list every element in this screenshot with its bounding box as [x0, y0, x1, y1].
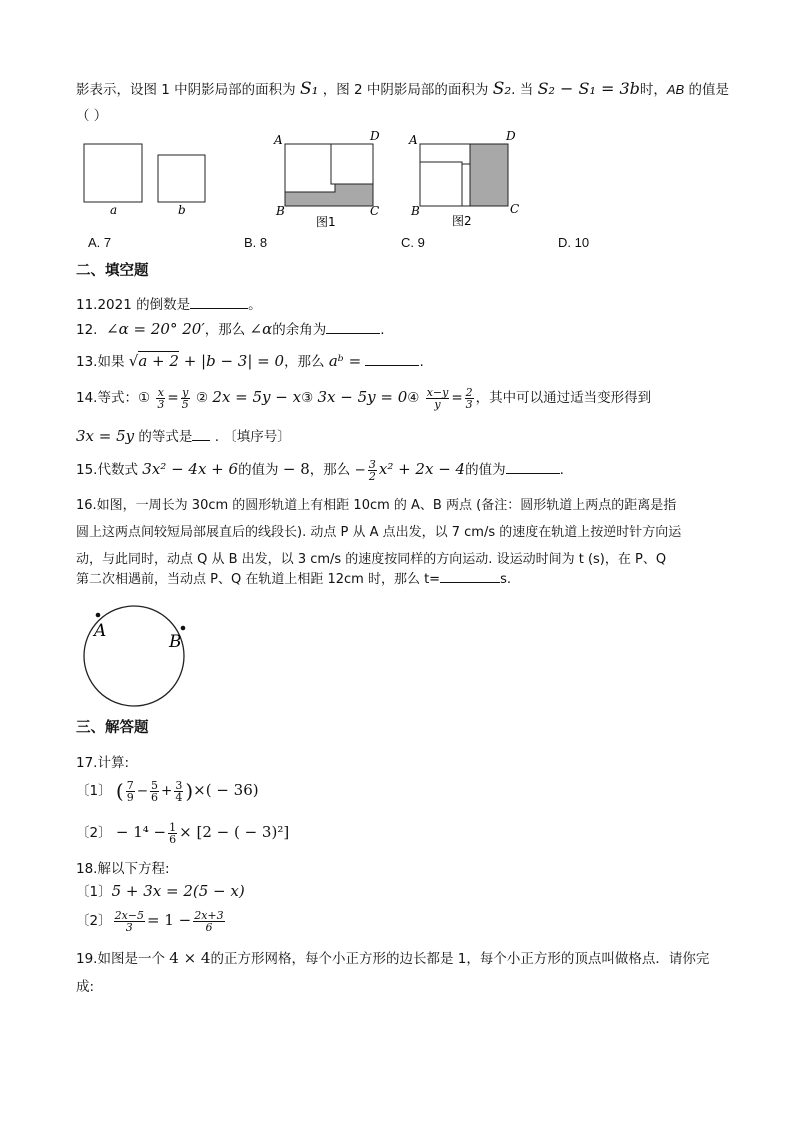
q13-text-a: 13.如果 — [76, 354, 125, 370]
q13-blank — [365, 351, 419, 366]
q17-frac-16: $\frac{1}{6}$ — [169, 820, 177, 846]
q10-figures — [78, 126, 538, 234]
q14-text-a: 14.等式： — [76, 390, 138, 406]
q18-p2-mid: = 1 − — [147, 911, 192, 929]
square-a — [84, 144, 142, 202]
q13-radicand: a + 2 — [138, 352, 179, 370]
square-b — [158, 155, 205, 202]
q14-circle-1: ① — [137, 390, 151, 406]
q10-answer-paren: （ ） — [76, 108, 108, 124]
q14-frac-23: $\frac{2}{3}$ — [465, 385, 473, 411]
q14-blank — [192, 426, 210, 441]
q17-p1-label: 〔1〕 — [76, 783, 112, 799]
q15 — [76, 458, 564, 482]
option-a: A. 7 — [88, 235, 112, 250]
q11-blank — [190, 294, 248, 309]
q15-text-c: ，那么 — [309, 462, 351, 478]
q19-expr: 4 × 4 — [169, 949, 211, 967]
fig1-label-a: A — [274, 133, 283, 147]
q14-eq3: 3x − 5y = 0 — [317, 388, 408, 406]
q17-part2 — [76, 821, 289, 845]
figure-1 — [273, 129, 380, 229]
square-b-label: b — [178, 203, 186, 217]
q14-text-b: ，其中可以通过适当变形得到 — [475, 390, 652, 406]
fig2-shaded-region — [470, 144, 508, 206]
fig1-label-c: C — [370, 204, 380, 218]
q14-frac-y5: $\frac{y}{5}$ — [181, 385, 189, 411]
q10-text-c: . 当 — [511, 82, 534, 98]
q14-line2-expr: 3x = 5y — [76, 427, 135, 445]
q10-s2: S₂ — [492, 79, 512, 99]
q16-line3: 动，与此同时，动点 Q 从 B 出发，以 3 cm/s 的速度按同样的方向运动. 设运动时间为 t (s)，在 P、Q — [76, 552, 667, 567]
fig2-label-b: B — [411, 204, 420, 218]
fig2-label-d: D — [506, 129, 516, 143]
q11-text: 11.2021 的倒数是 — [76, 297, 191, 313]
q18-part1 — [76, 880, 245, 900]
q14-line1: 14.等式：① $\frac{x}{3}$ = $\frac{y}{5}$ ② 2x = 5y − x③ 3x − 5y = 0④ $\frac{x-y}{y}$ = $\frac{2}{3}$ ，其中可以通过适当变形得到 — [76, 385, 652, 411]
q19-line2: 成: — [76, 979, 95, 995]
q10-s1: S₁ — [299, 79, 319, 99]
q18-part2 — [76, 909, 227, 933]
q12-angle2: ∠α — [249, 320, 273, 338]
q13-expr: + |b − 3| = 0 — [178, 352, 285, 370]
q15-expr2: x² + 2x − 4 — [378, 460, 466, 478]
q14-eq: = — [167, 390, 179, 406]
q18-p2-label: 〔2〕 — [76, 913, 112, 929]
q17-p2-a: − 1⁴ − — [115, 823, 167, 841]
point-a-label: A — [94, 621, 107, 641]
q16-line4-text: 第二次相遇前，当动点 P、Q 在轨道上相距 12cm 时，那么 t= — [76, 572, 441, 587]
q18-title: 18.解以下方程: — [76, 861, 170, 877]
section-3-title: 三、解答题 — [76, 720, 149, 736]
q10-ab: AB — [666, 82, 685, 97]
q12-end: . — [380, 322, 385, 338]
option-c: C. 9 — [401, 235, 425, 250]
option-d: D. 10 — [558, 235, 590, 250]
point-b-label: B — [169, 632, 182, 652]
q17-frac-56: $\frac{5}{6}$ — [151, 778, 159, 804]
fig1-caption: 图1 — [316, 215, 336, 229]
q12-text-a: ，那么 — [204, 322, 246, 338]
q15-expr1: 3x² − 4x + 6 — [142, 460, 239, 478]
fig2-label-c: C — [510, 202, 520, 216]
fig2-caption: 图2 — [452, 214, 472, 228]
q19-text-a: 19.如图是一个 — [76, 951, 165, 967]
q14-line2-text: 的等式是 — [138, 429, 193, 445]
q15-value: − 8 — [282, 460, 310, 478]
q15-blank — [506, 459, 560, 474]
q18-p1-eq: 5 + 3x = 2(5 − x) — [111, 882, 245, 900]
q14-line2 — [76, 425, 291, 445]
q10-text-a: 影表示，设图 1 中阴影局部的面积为 — [76, 82, 296, 98]
q13-end: . — [419, 354, 424, 370]
section-2-title: 二、填空题 — [76, 263, 149, 279]
q10-text-e: 的值是 — [684, 82, 730, 98]
fig1-label-d: D — [370, 129, 380, 143]
q14-eq2: 2x = 5y − x — [212, 388, 302, 406]
q17-frac-79: $\frac{7}{9}$ — [126, 778, 134, 804]
q15-end: . — [559, 462, 564, 478]
q17-plus: + — [161, 783, 173, 799]
q15-text-a: 15.代数式 — [76, 462, 138, 478]
square-a-label: a — [110, 203, 118, 217]
q16-blank — [440, 568, 500, 583]
q12-text-b: 的余角为 — [272, 322, 327, 338]
point-b-dot — [181, 626, 186, 631]
q18-frac-left: $\frac{2x-5}{3}$ — [114, 908, 145, 934]
q10-text-b: ，图 2 中阴影局部的面积为 — [322, 82, 489, 98]
q15-text-d: 的值为 — [465, 462, 506, 478]
q16-line4 — [76, 568, 511, 587]
q13-expr2: aᵇ = — [328, 352, 362, 370]
q12 — [76, 318, 385, 338]
q16-line2: 圆上这两点间较短局部展直后的线段长). 动点 P 从 A 点出发，以 7 cm/s 的速度在轨道上按逆时针方向运 — [76, 525, 682, 540]
q17-minus: − — [136, 783, 149, 799]
q14-frac-x3: $\frac{x}{3}$ — [157, 385, 165, 411]
q19-text-b: 的正方形网格，每个小正方形的边长都是 1，每个小正方形的顶点叫做格点．请你完 — [210, 951, 710, 967]
q14-frac-xy: $\frac{x-y}{y}$ — [426, 385, 449, 411]
q14-line2-note: . 〔填序号〕 — [214, 429, 291, 445]
q12-angle: ∠α = 20° 20′ — [106, 320, 205, 338]
q14-circle-3: ③ — [301, 390, 314, 406]
figure-2 — [408, 129, 519, 228]
fig1-label-b: B — [276, 204, 285, 218]
q15-text-b: 的值为 — [238, 462, 279, 478]
q17-p2-label: 〔2〕 — [76, 825, 112, 841]
q18-frac-right: $\frac{2x+3}{6}$ — [194, 908, 224, 934]
fig2-label-a: A — [409, 133, 418, 147]
q13-radical: √a + 2 — [128, 352, 179, 370]
q11-end: 。 — [248, 297, 262, 313]
q15-neg: − — [354, 462, 366, 478]
q14-circle-4: ④ — [407, 390, 420, 406]
q11 — [76, 293, 262, 313]
q13-text-b: ，那么 — [284, 354, 325, 370]
q15-frac: $\frac{3}{2}$ — [368, 457, 376, 483]
q14-circle-2: ② — [196, 390, 209, 406]
q17-p1-tail: ×( − 36) — [193, 781, 259, 799]
q19-line1 — [76, 947, 709, 967]
q17-p2-b: × [2 − ( − 3)²] — [179, 823, 290, 841]
q16-circle-figure — [78, 604, 198, 708]
q13 — [76, 350, 424, 370]
point-a-dot — [96, 613, 101, 618]
q16-line1: 16.如图，一周长为 30cm 的圆形轨道上有相距 10cm 的 A、B 两点 (备注：圆形轨道上两点的距离是指 — [76, 498, 677, 513]
q16-end: s. — [500, 572, 511, 587]
q17-title: 17.计算: — [76, 755, 130, 771]
q17-part1: 〔1〕 ( $\frac{7}{9}$ − $\frac{5}{6}$ + $\frac{3}{4}$ )×( − 36) — [76, 778, 259, 804]
option-b: B. 8 — [244, 235, 268, 250]
q10-text-d: 时， — [639, 82, 667, 98]
q12-number: 12. — [76, 322, 98, 338]
q10-condition: S₂ − S₁ = 3b — [537, 79, 640, 98]
q12-blank — [326, 319, 380, 334]
q10-line1 — [76, 78, 729, 99]
q18-p1-label: 〔1〕 — [76, 884, 112, 900]
q17-frac-34: $\frac{3}{4}$ — [175, 778, 183, 804]
